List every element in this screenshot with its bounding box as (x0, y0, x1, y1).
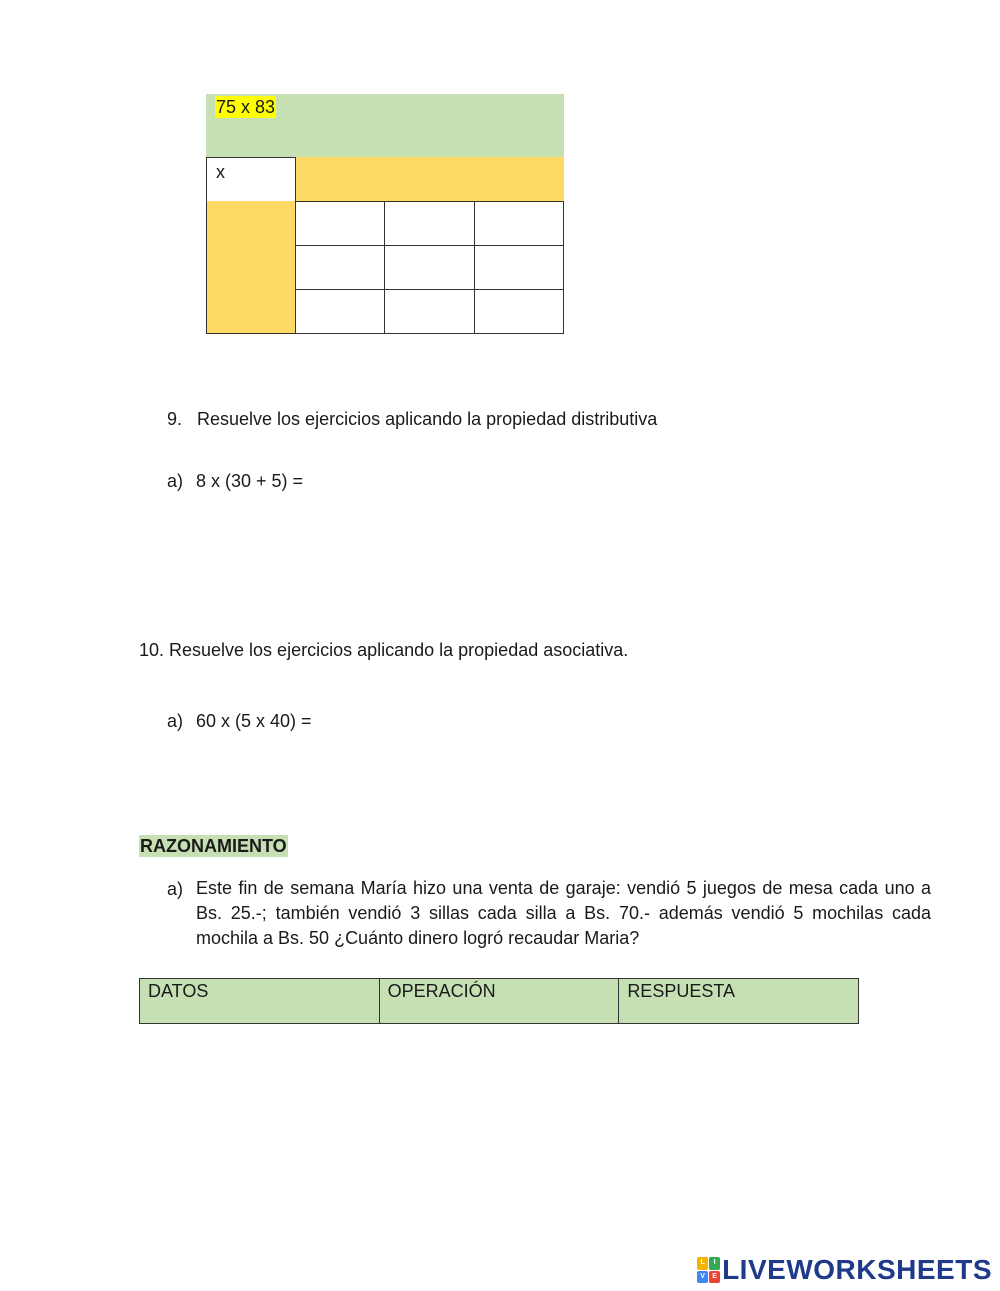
question-10-number: 10. (139, 640, 165, 660)
table-header-respuesta[interactable]: RESPUESTA (619, 979, 859, 1024)
reasoning-problem: Este fin de semana María hizo una venta de garaje: vendió 5 juegos de mesa cada uno a Bs. 25.-; también vendió 3 sillas cada silla a Bs. 70.- además vendió 5 mochilas cada mochila a Bs. 50 ¿Cuánto dinero logró recaudar Maria? (196, 878, 931, 948)
liveworksheets-logo (697, 1254, 992, 1286)
question-9-item-a (167, 469, 304, 493)
grid-answer-cell[interactable] (384, 289, 475, 334)
logo-mark-letter: V (697, 1271, 708, 1284)
grid-answer-cell[interactable] (384, 245, 475, 290)
logo-mark-letter: I (709, 1257, 720, 1270)
logo-mark-letter: L (697, 1257, 708, 1270)
grid-title: 75 x 83 (216, 97, 276, 117)
item-label: a) (167, 471, 184, 491)
question-9 (167, 407, 658, 431)
grid-header-cell[interactable] (385, 157, 474, 202)
logo-text: LIVEWORKSHEETS (722, 1254, 992, 1285)
grid-corner-label: x (216, 162, 225, 182)
answer-table (139, 978, 859, 1024)
question-10-text: Resuelve los ejercicios aplicando la propiedad asociativa. (169, 640, 629, 660)
grid-answer-cell[interactable] (474, 201, 564, 246)
grid-header-cell[interactable] (296, 157, 385, 202)
grid-corner-cell (206, 157, 296, 202)
question-9-text: Resuelve los ejercicios aplicando la propiedad distributiva (197, 409, 658, 429)
grid-answer-cell[interactable] (295, 289, 385, 334)
question-10-item-a (167, 709, 312, 733)
grid-left-column[interactable] (206, 201, 296, 334)
grid-answer-cell[interactable] (474, 289, 564, 334)
grid-title-row (206, 94, 564, 157)
item-label: a) (167, 711, 184, 731)
grid-header-cell[interactable] (474, 157, 564, 202)
table-header-operacion[interactable]: OPERACIÓN (379, 979, 619, 1024)
reasoning-item-label: a) (167, 879, 184, 899)
section-title: RAZONAMIENTO (140, 836, 287, 856)
item-text: 60 x (5 x 40) = (196, 711, 312, 731)
table-header-datos[interactable]: DATOS (140, 979, 380, 1024)
grid-answer-cell[interactable] (295, 201, 385, 246)
logo-mark-letter: E (709, 1271, 720, 1284)
multiplication-grid (206, 94, 564, 334)
question-10 (139, 638, 629, 662)
item-text: 8 x (30 + 5) = (196, 471, 304, 491)
grid-answer-cell[interactable] (384, 201, 475, 246)
grid-answer-cell[interactable] (295, 245, 385, 290)
question-9-number: 9. (167, 409, 183, 429)
logo-mark-icon (697, 1257, 719, 1283)
grid-answer-cell[interactable] (474, 245, 564, 290)
